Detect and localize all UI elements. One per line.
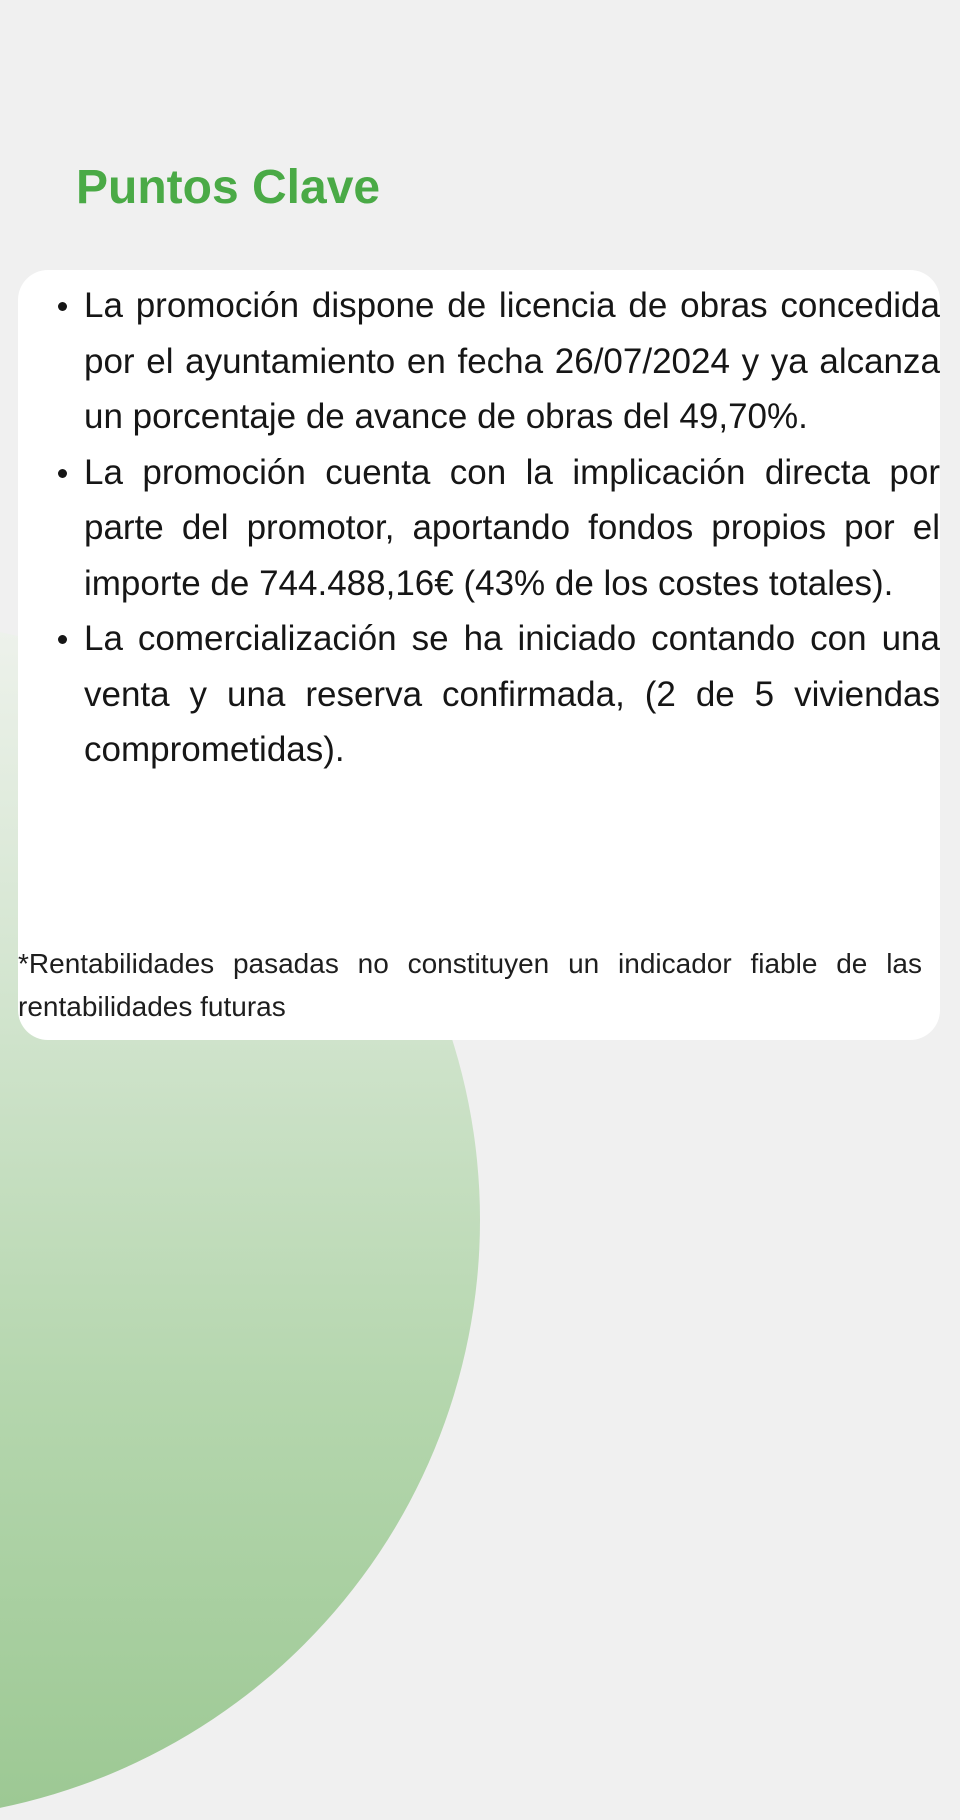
bullet-icon	[58, 302, 67, 311]
disclaimer-text: *Rentabilidades pasadas no constituyen un indicador fiable de las rentabilidades futuras	[18, 948, 922, 1022]
page-title: Puntos Clave	[76, 161, 381, 214]
list-item	[18, 445, 940, 612]
key-points-card	[18, 270, 940, 1040]
list-item-text: La promoción cuenta con la implicación directa por parte del promotor, aportando fondos propios por el importe de 744.488,16€ (43% de los costes totales).	[84, 452, 940, 603]
bullet-icon	[58, 635, 67, 644]
list-item	[18, 278, 940, 445]
list-item-text: La promoción dispone de licencia de obras concedida por el ayuntamiento en fecha 26/07/2024 y ya alcanza un porcentaje de avance de obras del 49,70%.	[84, 286, 940, 436]
list-item	[18, 611, 940, 778]
bullet-icon	[58, 469, 67, 478]
key-points-list	[18, 278, 940, 778]
list-item-text: La comercialización se ha iniciado contando con una venta y una reserva confirmada, (2 de 5 viviendas comprometidas).	[84, 619, 940, 769]
